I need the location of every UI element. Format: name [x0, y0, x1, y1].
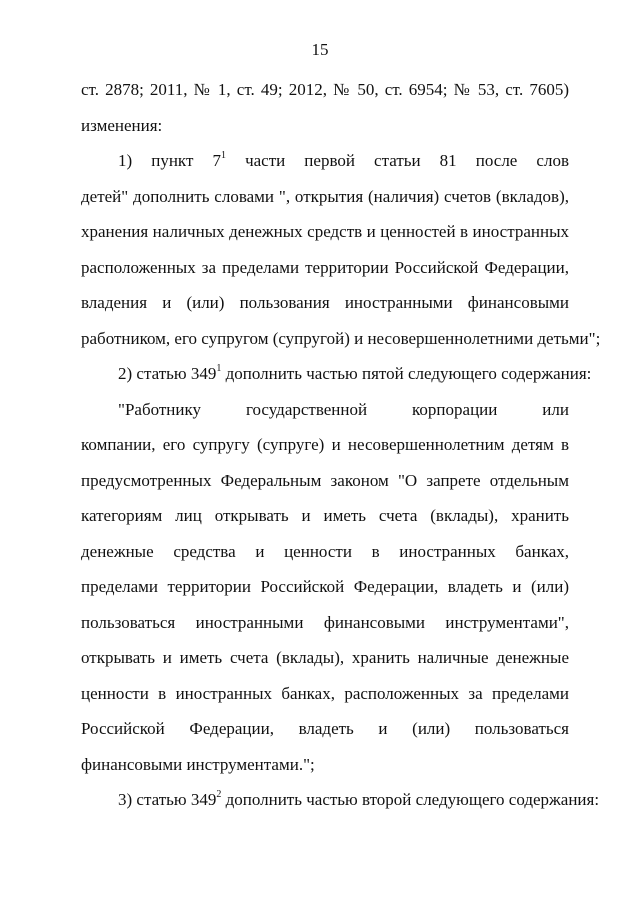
text-line: ценности в иностранных банках, расположенных за пределами	[81, 683, 569, 703]
text-line: расположенных за пределами территории Российской Федерации,	[81, 257, 569, 277]
text-line: 3) статью $349^2$ дополнить частью второй следующего содержания:	[118, 789, 600, 809]
text-line: открывать и иметь счета (вклады), хранить наличные денежные	[81, 648, 569, 667]
text-line: детей" дополнить словами ", открытия (наличия) счетов (вкладов),	[81, 186, 569, 206]
text-line: предусмотренных Федеральным законом "О запрете отдельным	[81, 470, 569, 490]
page-number: 15	[311, 40, 329, 59]
text-line: пользоваться иностранными финансовыми инструментами",	[81, 612, 569, 632]
text-line: ст. 2878; 2011, № 1, ст. 49; 2012, № 50, ст. 6954; № 53, ст. 7605)	[81, 80, 569, 99]
text-line: категориям лиц открывать и иметь счета (вклады), хранить	[81, 506, 569, 525]
superscript: 1	[220, 150, 226, 162]
text-line: пределами территории Российской Федерации, владеть и (или)	[81, 577, 569, 596]
text-line: "Работнику государственной корпорации или	[118, 399, 569, 419]
text-line: работником, его супругом (супругой) и несовершеннолетними детьми";	[81, 328, 601, 348]
text-line: денежные средства и ценности в иностранных банках,	[81, 541, 569, 561]
text-line: Российской Федерации, владеть и (или) пользоваться	[81, 719, 569, 738]
text-line: хранения наличных денежных средств и ценностей в иностранных	[81, 222, 569, 241]
text-line: 2) статью $349^1$ дополнить частью пятой следующего содержания:	[118, 363, 592, 383]
superscript: 1	[216, 363, 222, 375]
superscript: 2	[216, 789, 222, 801]
text-line: владения и (или) пользования иностранными финансовыми	[81, 293, 569, 312]
text-line: изменения:	[81, 115, 163, 135]
text-line: 1) пункт $7^1$ части первой статьи 81 после слов	[118, 150, 569, 170]
text-line: финансовыми инструментами.";	[81, 754, 315, 774]
document-body	[81, 72, 601, 818]
text-line: компании, его супругу (супруге) и несовершеннолетним детям в	[81, 435, 569, 454]
